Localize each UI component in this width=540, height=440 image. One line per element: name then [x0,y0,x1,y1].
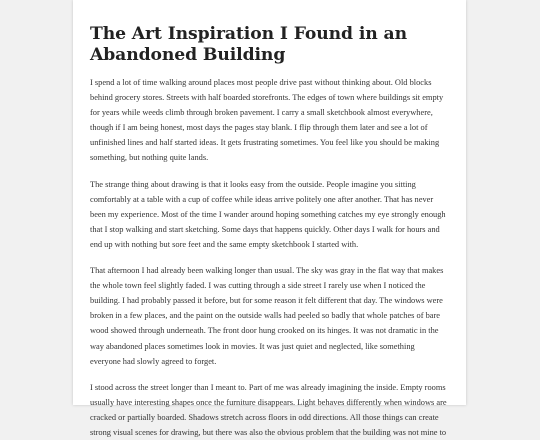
article-title: The Art Inspiration I Found in an Abandoned Building [90,24,407,65]
article-paragraph: I spend a lot of time walking around places most people drive past without thinking about. Old blocks behind grocery stores. Streets with half boarded storefronts. The edges of town where buildings sit empty for years while weeds climb through broken pavement. I carry a small sketchbook almost everywhere, though if I am being honest, most days the pages stay blank. I flip through them later and see a lot of unfinished lines and half started ideas. It gets frustrating sometimes. You feel like you should be making something, but nothing quite lands. [90,78,444,163]
article-paragraph: The strange thing about drawing is that it looks easy from the outside. People imagine you sitting comfortably at a table with a cup of coffee while ideas arrive politely one after another. That has never been my experience. Most of the time I wander around hoping something catches my eye strongly enough that I stop walking and start sketching. Some days that happens quickly. Other days I walk for hours and end up with nothing but sore feet and the same empty sketchbook I started with. [90,179,446,249]
article-paragraph: I stood across the street longer than I meant to. Part of me was already imagining the inside. Empty rooms usually have interesting shapes once the furniture disappears. Light behaves differently when windows are cracked or partially boarded. Shadows stretch across floors in odd directions. All those things can create strong visual scenes for drawing, but there was also the obvious problem that the building was not mine to [90,382,447,437]
article-content [73,0,466,440]
article-page [73,0,466,437]
article-paragraph: That afternoon I had already been walking longer than usual. The sky was gray in the flat way that makes the whole town feel slightly faded. I was cutting through a side street I rarely use when I noticed the building. I had probably passed it before, but for some reason it felt different that day. The windows were broken in a few places, and the paint on the outside walls had peeled so badly that whole patches of bare wood showed through underneath. The front door hung crooked on its hinges. It was not dramatic in the way abandoned places sometimes look in movies. It was just quiet and neglected, like something everyone had slowly agreed to forget. [90,266,444,366]
